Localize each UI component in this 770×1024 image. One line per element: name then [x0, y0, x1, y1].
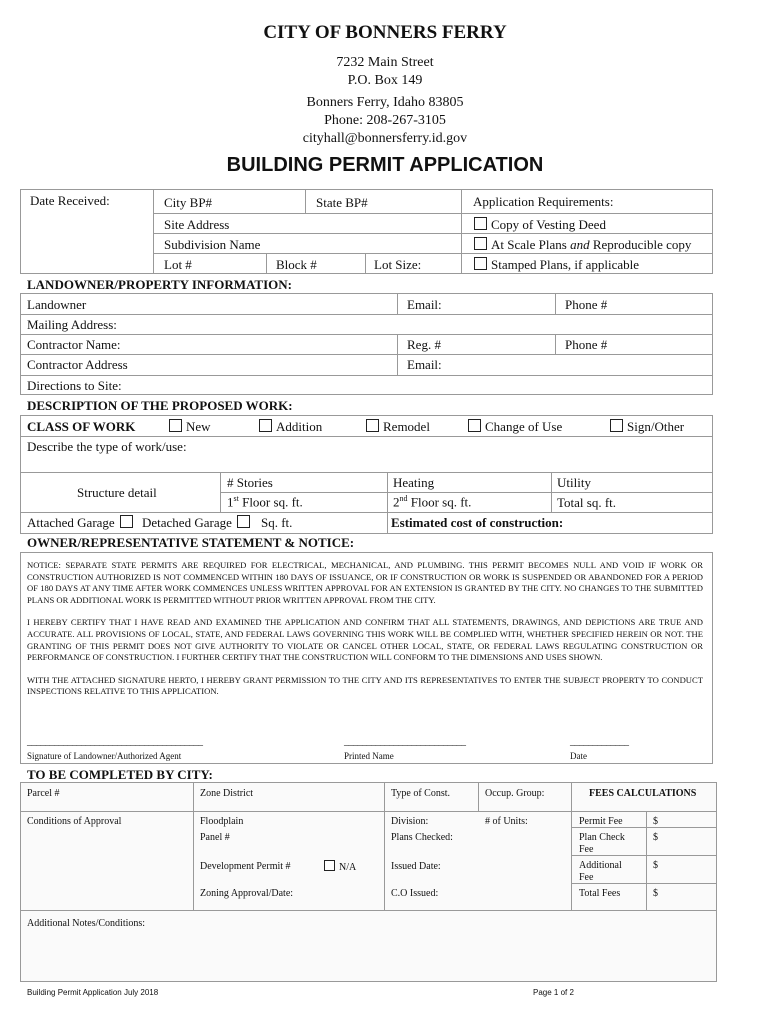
total-fees-label: Total Fees — [579, 888, 621, 899]
checkbox[interactable] — [468, 419, 481, 432]
reg-number-label: Reg. # — [407, 337, 441, 352]
printed-name-label: Printed Name — [344, 751, 394, 761]
describe-work-label: Describe the type of work/use: — [27, 439, 187, 454]
co-issued-label: C.O Issued: — [391, 888, 439, 899]
city-name: CITY OF BONNERS FERRY — [263, 22, 507, 43]
second-floor-sup: nd — [399, 494, 408, 503]
city-bp-label: City BP# — [164, 195, 213, 210]
signature-label: Signature of Landowner/Authorized Agent — [27, 751, 182, 761]
class-change-of-use-label: Change of Use — [485, 419, 563, 434]
class-addition-label: Addition — [276, 419, 323, 434]
class-addition[interactable] — [259, 419, 322, 435]
checkbox[interactable] — [366, 419, 379, 432]
req-stamped-plans[interactable] — [474, 257, 639, 273]
type-const-label: Type of Const. — [391, 788, 451, 799]
class-change-of-use[interactable] — [468, 419, 562, 435]
city-box — [20, 782, 717, 982]
contractor-address-label: Contractor Address — [27, 357, 128, 372]
landowner-box — [20, 293, 713, 395]
req-scale-plans-label: At Scale Plans — [491, 237, 571, 252]
address-street: 7232 Main Street — [336, 55, 434, 70]
checkbox[interactable] — [474, 237, 487, 250]
class-sign-other-label: Sign/Other — [627, 419, 685, 434]
notice-paragraph-1: NOTICE: SEPARATE STATE PERMITS ARE REQUIRED FOR ELECTRICAL, MECHANICAL, AND PLUMBING. THIS PERMIT BECOMES NULL AND VOID IF WORK OR CONSTRUCTION AUTHORIZED IS NOT COMMENCED WITHIN 180 DAYS OF ISSUANCE, OR IF CONSTRUCTION OR WORK IS SUSPENDED OR ABANDONED FOR A PERIOD OF 180 DAYS AT ANY TIME AFTER WORK COMMENCES UNLESS WRITTEN APPROVAL FOR AN EXTENSION IS GRANTED BY THE CITY. NO CHANGES TO THE SUBMITTED PLANS OR ADDITIONAL WORK IS PERMITTED WITHOUT PRIOR WRITTEN APPROVAL FROM THE CITY. — [27, 560, 703, 605]
structure-detail-label: Structure detail — [77, 485, 157, 500]
requirements-title: Application Requirements: — [473, 194, 614, 209]
contractor-email-label: Email: — [407, 357, 442, 372]
notice-paragraph-3: WITH THE ATTACHED SIGNATURE HERTO, I HEREBY GRANT PERMISSION TO THE CITY AND ITS REPRESENTATIVES TO ENTER THE SUBJECT PROPERTY TO CONDUCT INSPECTIONS RELATIVE TO THIS APPLICATION. — [27, 674, 703, 697]
attached-garage-label: Attached Garage — [27, 515, 115, 530]
checkbox[interactable] — [324, 860, 335, 871]
plan-check-fee-dollar: $ — [653, 832, 658, 843]
attached-garage[interactable] — [27, 515, 137, 531]
checkbox[interactable] — [610, 419, 623, 432]
notice-text — [27, 560, 703, 709]
total-sqft-label: Total sq. ft. — [557, 495, 617, 510]
class-sign-other[interactable] — [610, 419, 684, 435]
req-scale-plans-label-end: Reproducible copy — [589, 237, 692, 252]
garage-sqft-label: Sq. ft. — [261, 515, 293, 530]
date-label: Date — [570, 751, 587, 761]
checkbox[interactable] — [237, 515, 250, 528]
na-option[interactable] — [324, 860, 356, 873]
req-stamped-plans-label: Stamped Plans, if applicable — [491, 257, 640, 272]
landowner-phone-label: Phone # — [565, 297, 608, 312]
permit-fee-dollar: $ — [653, 816, 658, 827]
contractor-name-label: Contractor Name: — [27, 337, 121, 352]
plan-check-fee-label-1: Plan Check — [579, 832, 625, 843]
address-po-box: P.O. Box 149 — [347, 73, 423, 88]
plans-checked-label: Plans Checked: — [391, 832, 453, 843]
date-line[interactable]: _____________ — [570, 736, 629, 747]
division-label: Division: — [391, 816, 429, 827]
contractor-phone-label: Phone # — [565, 337, 608, 352]
footer-page-number: Page 1 of 2 — [533, 988, 574, 997]
total-fees-dollar: $ — [653, 888, 658, 899]
req-scale-plans-and: and — [570, 237, 590, 252]
state-bp-label: State BP# — [316, 195, 368, 210]
second-floor-text: Floor sq. ft. — [407, 494, 472, 510]
req-vesting-deed-label: Copy of Vesting Deed — [491, 217, 606, 232]
additional-notes-label: Additional Notes/Conditions: — [27, 918, 146, 929]
mailing-address-label: Mailing Address: — [27, 317, 117, 332]
estimated-cost-label: Estimated cost of construction: — [391, 515, 564, 530]
panel-label: Panel # — [200, 832, 230, 843]
address-city-state: Bonners Ferry, Idaho 83805 — [306, 95, 464, 110]
req-scale-plans[interactable] — [474, 237, 691, 253]
parcel-label: Parcel # — [27, 788, 60, 799]
landowner-email-label: Email: — [407, 297, 442, 312]
notice-paragraph-2: I HEREBY CERTIFY THAT I HAVE READ AND EXAMINED THE APPLICATION AND CONFIRM THAT ALL STATEMENTS, DRAWINGS, AND DEPICTIONS ARE TRUE AND ACCURATE. ALL PROVISIONS OF LOCAL, STATE, AND FEDERAL LAWS GOVERNING THIS WORK WILL BE COMPLIED WITH, WHETHER SPECIFIED HEREIN OR NOT. THE GRANTING OF THIS PERMIT DOES NOT GIVE AUTHORITY TO VIOLATE OR CANCEL OTHER LOCAL, STATE, OR FEDERAL LAWS REGULATING CONSTRUCTION OR PERFORMANCE OF CONSTRUCTION. I FURTHER CERTIFY THAT THE CONSTRUCTION WILL CONFORM TO THE DIMENSIONS AND USES SHOWN. — [27, 617, 703, 663]
class-new[interactable] — [169, 419, 211, 435]
detached-garage[interactable] — [142, 515, 254, 531]
additional-fee-label-1: Additional — [579, 860, 622, 871]
phone-number: Phone: 208-267-3105 — [324, 113, 446, 128]
fees-calculations-title: FEES CALCULATIONS — [589, 788, 697, 799]
zone-district-label: Zone District — [200, 788, 254, 799]
issued-date-label: Issued Date: — [391, 861, 441, 872]
req-vesting-deed[interactable] — [474, 217, 606, 233]
subdivision-label: Subdivision Name — [164, 237, 261, 252]
checkbox[interactable] — [120, 515, 133, 528]
checkbox[interactable] — [259, 419, 272, 432]
class-remodel-label: Remodel — [383, 419, 430, 434]
first-floor-label — [227, 494, 303, 510]
second-floor-num: 2 — [393, 494, 400, 510]
units-label: # of Units: — [485, 816, 528, 827]
class-new-label: New — [186, 419, 211, 434]
first-floor-num: 1 — [227, 494, 234, 510]
utility-label: Utility — [557, 475, 591, 490]
additional-fee-label-2: Fee — [579, 872, 594, 883]
second-floor-label — [393, 494, 471, 510]
directions-label: Directions to Site: — [27, 378, 122, 393]
statement-section-title: OWNER/REPRESENTATIVE STATEMENT & NOTICE: — [27, 535, 355, 550]
class-remodel[interactable] — [366, 419, 430, 435]
dev-permit-label: Development Permit # — [200, 861, 291, 872]
additional-fee-dollar: $ — [653, 860, 658, 871]
signature-line[interactable]: _______________________________________ — [27, 736, 203, 747]
plan-check-fee-label-2: Fee — [579, 844, 594, 855]
na-label: N/A — [339, 862, 357, 873]
city-section-title: TO BE COMPLETED BY CITY: — [27, 767, 213, 782]
first-floor-sup: st — [233, 494, 239, 503]
floodplain-label: Floodplain — [200, 816, 244, 827]
site-address-label: Site Address — [164, 217, 230, 232]
lot-label: Lot # — [164, 257, 192, 272]
zoning-approval-label: Zoning Approval/Date: — [200, 888, 294, 899]
form-title: BUILDING PERMIT APPLICATION — [226, 154, 544, 176]
conditions-label: Conditions of Approval — [27, 816, 122, 827]
permit-fee-label: Permit Fee — [579, 816, 623, 827]
printed-name-line[interactable]: ___________________________ — [344, 736, 466, 747]
stories-label: # Stories — [227, 475, 273, 490]
checkbox[interactable] — [169, 419, 182, 432]
lot-size-label: Lot Size: — [374, 257, 422, 272]
heating-label: Heating — [393, 475, 435, 490]
checkbox[interactable] — [474, 217, 487, 230]
class-of-work-label: CLASS OF WORK — [27, 419, 136, 434]
checkbox[interactable] — [474, 257, 487, 270]
date-received-label: Date Received: — [30, 193, 110, 208]
occup-group-label: Occup. Group: — [485, 788, 545, 799]
detached-garage-label: Detached Garage — [142, 515, 232, 530]
first-floor-text: Floor sq. ft. — [238, 494, 303, 510]
block-label: Block # — [276, 257, 317, 272]
landowner-label: Landowner — [27, 297, 87, 312]
landowner-section-title: LANDOWNER/PROPERTY INFORMATION: — [27, 277, 292, 292]
footer-doc-name: Building Permit Application July 2018 — [27, 988, 159, 997]
email-address: cityhall@bonnersferry.id.gov — [302, 131, 468, 146]
work-section-title: DESCRIPTION OF THE PROPOSED WORK: — [27, 398, 293, 413]
